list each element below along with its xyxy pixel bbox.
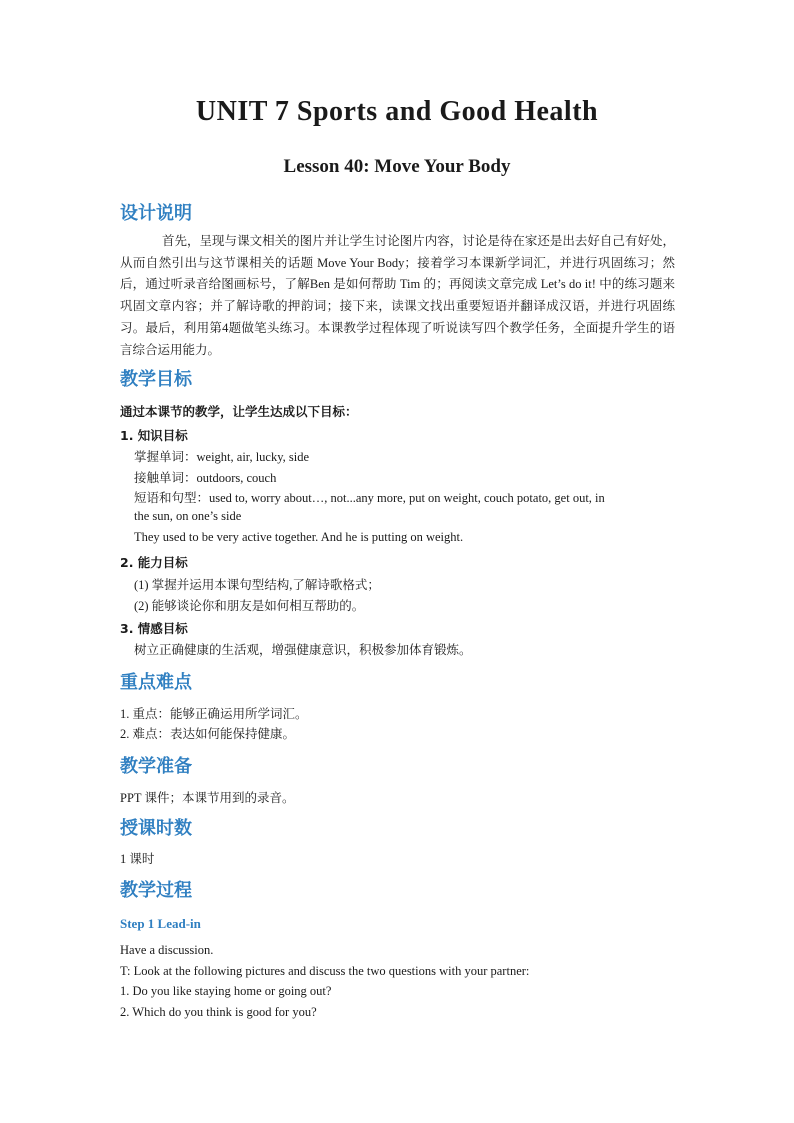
design-paragraph: 首先，呈现与课文相关的图片并让学生讨论图片内容，讨论是待在家还是出去好自己有好处，从而自然引出与这节课相关的话题 Move Your Body；接着学习本课新学词汇，并进行巩固练习；然后，通过听录音给图画标号，了解Ben 是如何帮助 Tim 的；再阅读文章完成 Let’s do it! 中的练习题来巩固文章内容；并了解诗歌的押韵词；接下来，读课文找出重要短语并翻译成汉语，并进行巩固练习。最后，利用第4题做笔头练习。本课教学过程体现了听说读写四个教学任务，全面提升学生的语言综合运用能力。 <box>120 234 675 357</box>
prep-text: PPT 课件；本课节用到的录音。 <box>120 791 295 805</box>
emotion-title: 3. 情感目标 <box>120 621 188 636</box>
process-heading: 教学过程 <box>120 880 192 901</box>
ability-title: 2. 能力目标 <box>120 555 188 570</box>
knowledge-line: 短语和句型：used to, worry about…, not...any more, put on weight, couch potato, get out, in <box>134 491 605 505</box>
knowledge-title: 1. 知识目标 <box>120 428 188 443</box>
knowledge-line: 接触单词：outdoors, couch <box>134 471 277 485</box>
unit-title: UNIT 7 Sports and Good Health <box>195 96 599 127</box>
keypoints-item: 1. 重点：能够正确运用所学词汇。 <box>120 707 308 721</box>
process-line: T: Look at the following pictures and discuss the two questions with your partner: <box>120 964 530 978</box>
step1-title: Step 1 Lead-in <box>120 916 201 931</box>
knowledge-line: the sun, on one’s side <box>134 509 242 523</box>
knowledge-line: They used to be very active together. And he is putting on weight. <box>134 530 464 544</box>
design-heading: 设计说明 <box>120 203 192 224</box>
objectives-intro: 通过本课节的教学，让学生达成以下目标： <box>120 404 358 419</box>
hours-heading: 授课时数 <box>120 818 192 839</box>
hours-text: 1 课时 <box>120 852 155 866</box>
ability-item: (2) 能够谈论你和朋友是如何相互帮助的。 <box>134 599 365 613</box>
knowledge-line: 掌握单词：weight, air, lucky, side <box>134 450 310 464</box>
keypoints-heading: 重点难点 <box>120 672 192 693</box>
prep-heading: 教学准备 <box>120 756 192 777</box>
emotion-line: 树立正确健康的生活观，增强健康意识，积极参加体育锻炼。 <box>134 643 472 657</box>
keypoints-item: 2. 难点：表达如何能保持健康。 <box>120 727 296 741</box>
objectives-heading: 教学目标 <box>120 369 192 390</box>
process-line: 2. Which do you think is good for you? <box>120 1005 317 1019</box>
process-line: Have a discussion. <box>120 943 214 957</box>
process-line: 1. Do you like staying home or going out? <box>120 984 332 998</box>
lesson-title: Lesson 40: Move Your Body <box>283 156 511 177</box>
ability-item: (1) 掌握并运用本课句型结构,了解诗歌格式； <box>134 578 380 592</box>
